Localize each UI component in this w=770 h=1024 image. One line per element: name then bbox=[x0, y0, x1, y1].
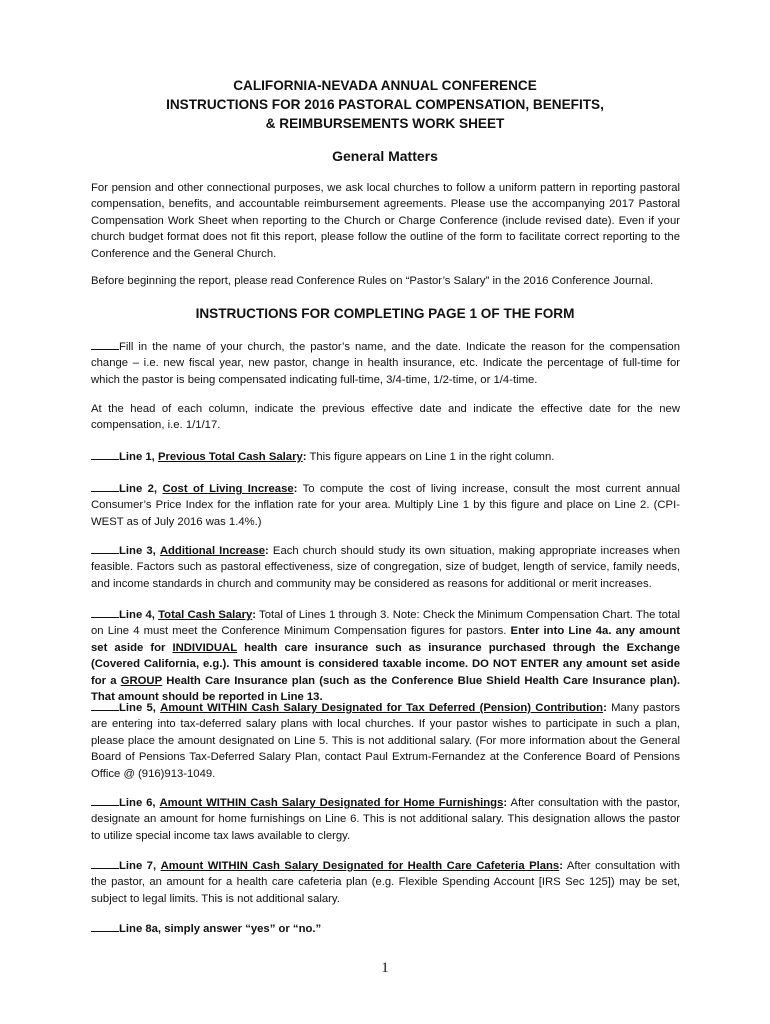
line3-title: Additional Increase bbox=[159, 545, 266, 557]
line8a-text: Line 8a, simply answer “yes” or “no.” bbox=[119, 923, 322, 935]
line4-label: Line 4, bbox=[119, 609, 155, 621]
line4-paragraph: Line 4, Total Cash Salary: Total of Lines 1 through 3. Note: Check the Minimum Compensation Chart. The total on Line 4 must meet the Conference Minimum Compensation figures for pastors. Enter into Line 4a. any amount set aside for INDIVIDUAL health care insurance such as insurance purchased through the Exchange (Covered California, e.g.). This amount is considered taxable income. DO NOT ENTER any amount set aside for a GROUP Health Care Insurance plan (such as the Conference Blue Shield Health Care Insurance plan). That amount should be reported in Line 13. bbox=[91, 606, 680, 705]
check-blank bbox=[91, 794, 119, 806]
column-head-paragraph: At the head of each column, indicate the previous effective date and indicate the effective date for the new compensation, i.e. 1/1/17. bbox=[91, 403, 680, 432]
doc-title-line3: & REIMBURSEMENTS WORK SHEET bbox=[265, 116, 505, 131]
check-blank bbox=[91, 857, 119, 869]
line6-text: After consultation with the pastor, designate an amount for home furnishings on Line 6. This is not additional salary. This designation allows the pastor to utilize special income tax laws available to clergy. bbox=[91, 797, 680, 842]
line7-title: Amount WITHIN Cash Salary Designated for Health Care Cafeteria Plans bbox=[160, 860, 560, 872]
line7-paragraph: Line 7, Amount WITHIN Cash Salary Designated for Health Care Cafeteria Plans: After consultation with the pastor, an amount for a health care cafeteria plan (e.g. Flexible Spending Account [IRS Sec 125]) may be set, subject to legal limits. This is not additional salary. bbox=[91, 857, 680, 907]
general-paragraph-1: For pension and other connectional purposes, we ask local churches to follow a uniform pattern in reporting pastoral compensation, benefits, and accountable reimbursement agreements. Please use the accompanying 2017 Pastoral Compensation Work Sheet when reporting to the Church or Charge Conference (include revised date). Even if your church budget format does not fit this report, please follow the outline of the form to facilitate correct reporting to the Conference and the General Church. bbox=[91, 182, 680, 260]
fill-in-text: Fill in the name of your church, the pastor’s name, and the date. Indicate the reason for the compensation change – i.e. new fiscal year, new pastor, change in health insurance, etc. Indicate the percentage of full-time for which the pastor is being compensated indicating full-time, 3/4-time, 1/2-time, or 1/4-time. bbox=[91, 341, 680, 386]
line4-bold-3: Health Care Insurance plan (such as the Conference Blue Shield Health Care Insurance plan). That amount should be reported in Line 13. bbox=[91, 674, 681, 704]
line1-label: Line 1, bbox=[119, 451, 155, 463]
line4-individual: INDIVIDUAL bbox=[172, 641, 238, 654]
doc-title-line1: CALIFORNIA-NEVADA ANNUAL CONFERENCE bbox=[233, 78, 537, 93]
line6-label: Line 6, bbox=[119, 797, 156, 809]
doc-title-line2: INSTRUCTIONS FOR 2016 PASTORAL COMPENSATION, BENEFITS, bbox=[166, 97, 604, 112]
general-paragraph-2: Before beginning the report, please read Conference Rules on “Pastor’s Salary” in the 2016 Conference Journal. bbox=[91, 275, 654, 287]
line8a-paragraph bbox=[91, 920, 680, 937]
line2-text: To compute the cost of living increase, consult the most current annual Consumer’s Price Index for the inflation rate for your area. Multiply Line 1 by this figure and place on Line 2. (CPI-WEST as of July 2016 was 1.4%.) bbox=[91, 483, 680, 528]
check-blank bbox=[91, 606, 119, 618]
line5-paragraph: Line 5, Amount WITHIN Cash Salary Designated for Tax Deferred (Pension) Contribution: Many pastors are entering into tax-deferred salary plans with local churches. If your pastor wishes to participate in such a plan, please place the amount designated on Line 5. This is not additional salary. (For more information about the General Board of Pensions Tax-Deferred Salary Plan, contact Paul Extrum-Fernandez at the Conference Board of Pensions Office @ (916)913-1049. bbox=[91, 699, 680, 782]
line7-text: After consultation with the pastor, an amount for a health care cafeteria plan (e.g. Flexible Spending Account [IRS Sec 125]) may be set, subject to legal limits. This is not additional salary. bbox=[91, 860, 680, 905]
general-matters-heading: General Matters bbox=[332, 148, 438, 164]
line2-label: Line 2, bbox=[119, 483, 158, 495]
line3-label: Line 3, bbox=[119, 545, 156, 557]
line2-paragraph: Line 2, Cost of Living Increase: To compute the cost of living increase, consult the most current annual Consumer’s Price Index for the inflation rate for your area. Multiply Line 1 by this figure and place on Line 2. (CPI-WEST as of July 2016 was 1.4%.) bbox=[91, 480, 680, 530]
line6-paragraph: Line 6, Amount WITHIN Cash Salary Designated for Home Furnishings: After consultation with the pastor, designate an amount for home furnishings on Line 6. This is not additional salary. This designation allows the pastor to utilize special income tax laws available to clergy. bbox=[91, 794, 680, 844]
line6-title: Amount WITHIN Cash Salary Designated for Home Furnishings bbox=[159, 797, 504, 809]
line4-bold-2: health care insurance such as insurance purchased through the Exchange (Covered California, e.g.). This amount is considered taxable income. DO NOT ENTER any amount set aside for a bbox=[91, 641, 680, 687]
check-blank bbox=[91, 920, 119, 932]
line5-label: Line 5, bbox=[119, 702, 156, 714]
line5-text: Many pastors are entering into tax-deferred salary plans with local churches. If your pastor wishes to participate in such a plan, please place the amount designated on Line 5. This is not additional salary. (For more information about the General Board of Pensions Tax-Deferred Salary Plan, contact Paul Extrum-Fernandez at the Conference Board of Pensions Office @ (916)913-1049. bbox=[91, 702, 681, 780]
line1-text: This figure appears on Line 1 in the right column. bbox=[309, 451, 555, 463]
check-blank bbox=[91, 448, 119, 460]
line4-group: GROUP bbox=[120, 674, 163, 687]
check-blank bbox=[91, 338, 119, 350]
fill-in-paragraph bbox=[91, 338, 680, 388]
line7-label: Line 7, bbox=[119, 860, 157, 872]
page-number: 1 bbox=[381, 960, 389, 976]
line1-title: Previous Total Cash Salary bbox=[157, 451, 303, 463]
line3-paragraph: Line 3, Additional Increase: Each church should study its own situation, making appropriate increases when feasible. Factors such as pastoral effectiveness, size of congregation, size of budget, length of service, family needs, and income standards in church and community may be considered as reasons for additional or merit increases. bbox=[91, 542, 680, 592]
line5-title: Amount WITHIN Cash Salary Designated for Tax Deferred (Pension) Contribution bbox=[160, 702, 604, 714]
check-blank bbox=[91, 542, 119, 554]
line2-title: Cost of Living Increase bbox=[162, 483, 294, 495]
instructions-heading: INSTRUCTIONS FOR COMPLETING PAGE 1 OF THE FORM bbox=[195, 306, 575, 321]
line4-title: Total Cash Salary bbox=[158, 609, 253, 621]
check-blank bbox=[91, 699, 119, 711]
line4-text: Total of Lines 1 through 3. Note: Check the Minimum Compensation Chart. The total on Line 4 must meet the Conference Minimum Compensation figures for pastors. bbox=[91, 609, 681, 638]
check-blank bbox=[91, 480, 119, 492]
line3-text: Each church should study its own situation, making appropriate increases when feasible. Factors such as pastoral effectiveness, size of congregation, size of budget, length of service, family needs, and income standards in church and community may be considered as reasons for additional or merit increases. bbox=[91, 545, 680, 590]
line4-bold-1: Enter into Line 4a. any amount set aside for bbox=[91, 625, 680, 654]
line1-paragraph: Line 1, Previous Total Cash Salary: This figure appears on Line 1 in the right column. bbox=[91, 448, 680, 465]
